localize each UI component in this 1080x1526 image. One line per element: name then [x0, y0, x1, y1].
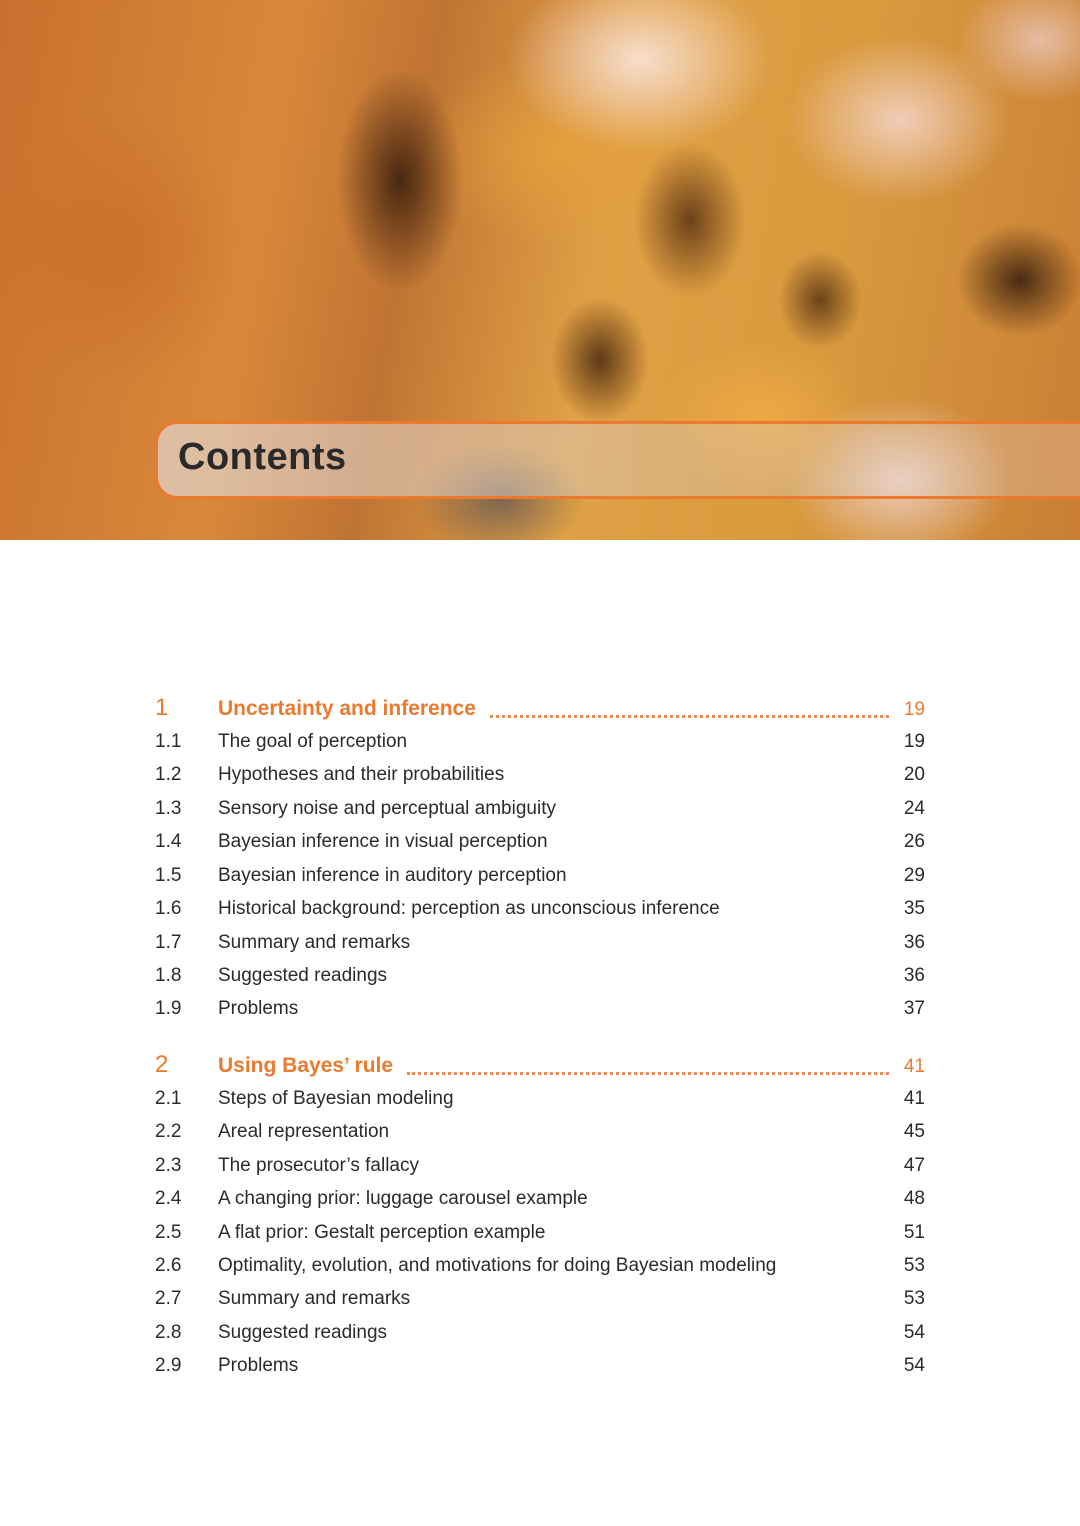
section-title: A changing prior: luggage carousel example [218, 1188, 588, 1209]
section-page: 53 [903, 1255, 925, 1276]
section-title: Summary and remarks [218, 1288, 411, 1309]
chapter-1-row[interactable] [155, 694, 925, 724]
section-page: 41 [903, 1088, 925, 1109]
section-page: 36 [903, 965, 925, 986]
section-number: 1.1 [155, 731, 182, 752]
toc-entry-1-1[interactable] [155, 731, 925, 761]
section-number: 2.3 [155, 1155, 182, 1176]
section-number: 2.8 [155, 1322, 182, 1343]
section-page: 19 [903, 731, 925, 752]
toc-entry-1-8[interactable] [155, 965, 925, 995]
chapter-page: 19 [903, 699, 925, 720]
section-page: 51 [903, 1222, 925, 1243]
section-page: 54 [903, 1355, 925, 1376]
section-title: The goal of perception [218, 731, 408, 752]
page-title: Contents [178, 436, 347, 478]
dot-leader [490, 713, 889, 718]
section-title: Problems [218, 1355, 299, 1376]
chapter-page: 41 [903, 1056, 925, 1077]
section-page: 53 [903, 1288, 925, 1309]
toc-entry-1-5[interactable] [155, 865, 925, 895]
section-page: 20 [903, 764, 925, 785]
section-page: 48 [903, 1188, 925, 1209]
section-number: 1.2 [155, 764, 182, 785]
section-title: Steps of Bayesian modeling [218, 1088, 454, 1109]
section-number: 1.8 [155, 965, 182, 986]
section-number: 1.9 [155, 998, 182, 1019]
section-number: 1.3 [155, 798, 182, 819]
section-title: Bayesian inference in visual perception [218, 831, 548, 852]
section-number: 2.2 [155, 1121, 182, 1142]
section-title: Sensory noise and perceptual ambiguity [218, 798, 556, 819]
toc-entry-1-2[interactable] [155, 764, 925, 794]
toc-entry-2-9[interactable] [155, 1355, 925, 1385]
section-title: The prosecutor’s fallacy [218, 1155, 420, 1176]
section-title: A flat prior: Gestalt perception example [218, 1222, 546, 1243]
toc-entry-1-3[interactable] [155, 798, 925, 828]
toc-entry-2-8[interactable] [155, 1322, 925, 1352]
section-number: 2.1 [155, 1088, 182, 1109]
toc-entry-2-1[interactable] [155, 1088, 925, 1118]
chapter-title: Using Bayes’ rule [218, 1054, 394, 1077]
section-page: 24 [903, 798, 925, 819]
dot-leader [407, 1070, 889, 1075]
section-number: 2.4 [155, 1188, 182, 1209]
section-number: 1.7 [155, 932, 182, 953]
section-number: 2.7 [155, 1288, 182, 1309]
toc-entry-2-3[interactable] [155, 1155, 925, 1185]
section-number: 1.5 [155, 865, 182, 886]
section-title: Suggested readings [218, 1322, 388, 1343]
section-page: 47 [903, 1155, 925, 1176]
section-page: 29 [903, 865, 925, 886]
section-number: 2.5 [155, 1222, 182, 1243]
contents-banner [155, 421, 1080, 499]
section-number: 2.6 [155, 1255, 182, 1276]
section-page: 37 [903, 998, 925, 1019]
section-title: Bayesian inference in auditory perception [218, 865, 567, 886]
section-title: Problems [218, 998, 299, 1019]
section-page: 36 [903, 932, 925, 953]
header-photo [0, 0, 1080, 540]
toc-entry-2-7[interactable] [155, 1288, 925, 1318]
toc-entry-2-6[interactable] [155, 1255, 925, 1285]
chapter-number: 1 [155, 694, 169, 721]
chapter-title: Uncertainty and inference [218, 697, 476, 720]
section-number: 1.4 [155, 831, 182, 852]
toc-entry-2-2[interactable] [155, 1121, 925, 1151]
toc-entry-2-4[interactable] [155, 1188, 925, 1218]
toc-entry-2-5[interactable] [155, 1222, 925, 1252]
section-title: Summary and remarks [218, 932, 411, 953]
section-title: Historical background: perception as unconscious inference [218, 898, 720, 919]
section-title: Suggested readings [218, 965, 388, 986]
toc-entry-1-7[interactable] [155, 932, 925, 962]
section-number: 1.6 [155, 898, 182, 919]
section-title: Optimality, evolution, and motivations for doing Bayesian modeling [218, 1255, 777, 1276]
section-page: 54 [903, 1322, 925, 1343]
section-number: 2.9 [155, 1355, 182, 1376]
section-title: Areal representation [218, 1121, 390, 1142]
toc-entry-1-9[interactable] [155, 998, 925, 1028]
toc-entry-1-6[interactable] [155, 898, 925, 928]
section-page: 45 [903, 1121, 925, 1142]
section-title: Hypotheses and their probabilities [218, 764, 505, 785]
chapter-2-row[interactable] [155, 1051, 925, 1081]
toc-entry-1-4[interactable] [155, 831, 925, 861]
chapter-number: 2 [155, 1051, 169, 1078]
section-page: 35 [903, 898, 925, 919]
section-page: 26 [903, 831, 925, 852]
